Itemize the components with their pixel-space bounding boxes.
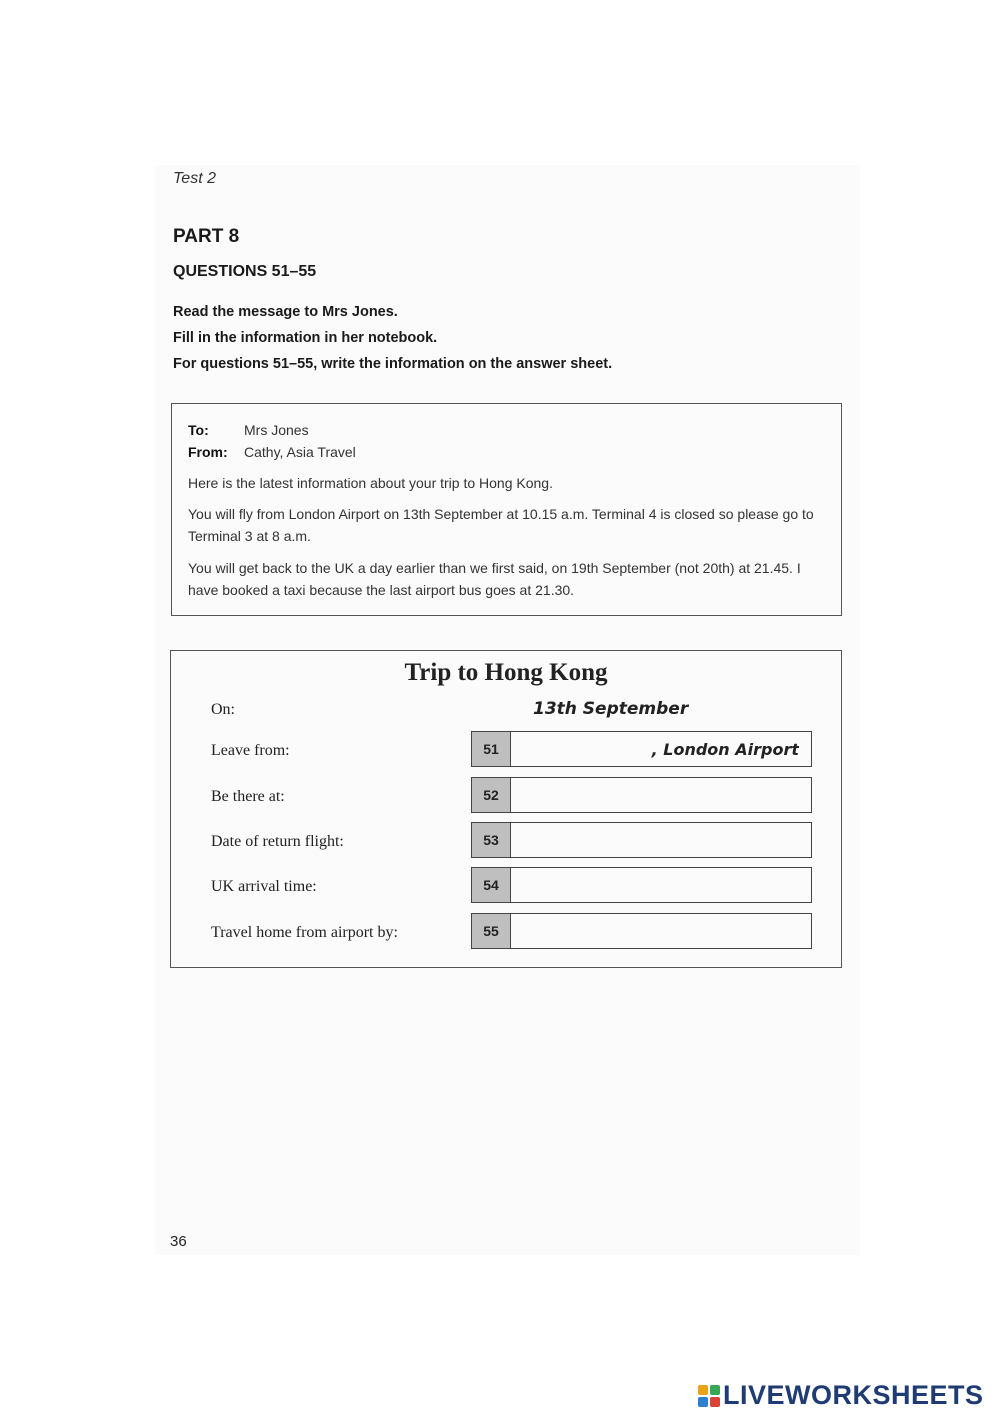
part-title: PART 8 [173, 226, 240, 247]
liveworksheets-logo [698, 1380, 984, 1411]
message-from [188, 441, 356, 463]
from-value: Cathy, Asia Travel [244, 444, 356, 460]
message-box [171, 403, 842, 616]
from-label: From: [188, 444, 228, 460]
notebook-title: Trip to Hong Kong [404, 659, 608, 686]
question-number: 53 [472, 823, 511, 857]
answer-row-53 [471, 822, 812, 858]
on-label: On: [211, 701, 235, 718]
message-to [188, 419, 309, 441]
row-label-52: Be there at: [211, 788, 285, 805]
liveworksheets-logo-icon [698, 1385, 720, 1407]
message-paragraph: Here is the latest information about your trip to Hong Kong. [188, 475, 553, 491]
answer-row-52 [471, 777, 812, 813]
brand-name: LIVEWORKSHEETS [723, 1380, 984, 1410]
row-label-53: Date of return flight: [211, 833, 344, 850]
row-label-51: Leave from: [211, 742, 290, 759]
page-number: 36 [170, 1233, 187, 1250]
answer-row-54 [471, 867, 812, 903]
instruction-line: Fill in the information in her notebook. [173, 330, 438, 346]
question-number: 52 [472, 778, 511, 812]
instruction-line: Read the message to Mrs Jones. [173, 304, 398, 320]
message-paragraph: You will get back to the UK a day earlier than we first said, on 19th September (not 20th) at 21.45. I have booked a taxi because the last airport bus goes at 21.30. [188, 560, 801, 598]
row-label-55: Travel home from airport by: [211, 924, 398, 941]
answer-input-52[interactable] [511, 778, 811, 812]
question-number: 55 [472, 914, 511, 948]
on-value: 13th September [533, 699, 689, 719]
notebook-box [170, 650, 842, 968]
answer-row-51 [471, 731, 812, 767]
question-number: 54 [472, 868, 511, 902]
to-value: Mrs Jones [244, 422, 309, 438]
questions-title: QUESTIONS 51–55 [173, 263, 317, 280]
message-paragraph: You will fly from London Airport on 13th September at 10.15 a.m. Terminal 4 is closed so please go to Terminal 3 at 8 a.m. [188, 506, 814, 544]
to-label: To: [188, 422, 209, 438]
answer-input-51[interactable] [511, 732, 811, 766]
test-label: Test 2 [173, 170, 216, 187]
question-number: 51 [472, 732, 511, 766]
answer-input-54[interactable] [511, 868, 811, 902]
row-label-54: UK arrival time: [211, 878, 317, 895]
answer-row-55 [471, 913, 812, 949]
instruction-line: For questions 51–55, write the information on the answer sheet. [173, 356, 613, 372]
answer-input-53[interactable] [511, 823, 811, 857]
answer-input-55[interactable] [511, 914, 811, 948]
